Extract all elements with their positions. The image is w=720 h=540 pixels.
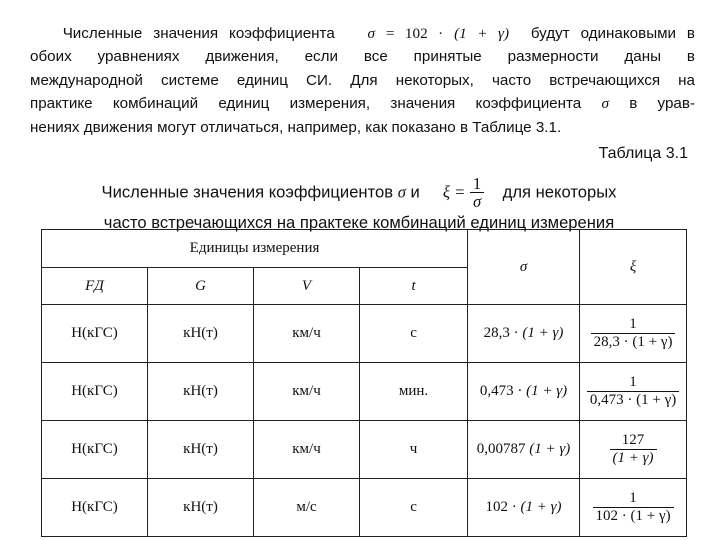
formula-paren: (1 + γ): [454, 25, 510, 42]
fraction-numerator: 1: [472, 174, 482, 193]
table-title-line-2: часто встречающихся на практеке комбинаций единиц измерения: [103, 212, 615, 232]
time-unit-cell: ч: [360, 421, 468, 479]
sigma-paren: (1 + γ): [520, 499, 562, 515]
column-header-force: FД: [42, 268, 148, 305]
paragraph-line-3: международной системе единиц СИ. Для некоторых, часто встречающихся на: [30, 71, 695, 89]
fraction-numerator: 1: [629, 489, 637, 506]
time-unit-cell: мин.: [360, 363, 468, 421]
paragraph-line-1: [30, 22, 695, 45]
sigma-paren: (1 + γ): [526, 383, 568, 399]
sigma-symbol: σ: [367, 25, 375, 42]
sigma-value-cell: [468, 479, 580, 537]
paragraph-text: практике комбинаций единиц измерения, значения коэффициента: [30, 95, 582, 113]
sigma-paren: (1 + γ): [529, 441, 571, 457]
units-group-header: Единицы измерения: [42, 230, 468, 268]
xi-fraction: [610, 433, 657, 466]
weight-unit-cell: кН(т): [148, 479, 254, 537]
table-title-line-1: [24, 175, 694, 212]
sigma-coefficient: 0,473 ·: [479, 383, 523, 399]
time-unit-cell: с: [360, 479, 468, 537]
sigma-value-cell: [468, 421, 580, 479]
paragraph-line-2: обоих уравнениях движения, если все принятые размерности даны в: [30, 48, 695, 66]
sigma-paren: (1 + γ): [522, 325, 564, 341]
table-row: [42, 479, 687, 537]
fraction-denominator: 28,3 · (1 + γ): [591, 333, 676, 351]
sigma-symbol: σ: [601, 95, 609, 113]
title-text: и: [410, 182, 420, 202]
sigma-column-header: σ: [468, 230, 580, 305]
paragraph-line-5: нениях движения могут отличаться, например, как показано в Таблице 3.1.: [30, 118, 562, 136]
time-unit-cell: с: [360, 305, 468, 363]
xi-fraction: [593, 491, 674, 524]
table-title: [24, 175, 694, 234]
column-header-velocity: V: [254, 268, 360, 305]
xi-fraction: [470, 175, 484, 212]
velocity-unit-cell: км/ч: [254, 421, 360, 479]
sigma-formula: [480, 383, 567, 399]
fraction-numerator: 1: [629, 373, 637, 390]
sigma-coefficient: 0,00787: [476, 441, 526, 457]
fraction-denominator: σ: [470, 192, 484, 211]
velocity-unit-cell: м/с: [254, 479, 360, 537]
paragraph-text: будут одинаковыми в: [530, 25, 695, 42]
xi-value-cell: [580, 305, 687, 363]
sigma-value-cell: [468, 363, 580, 421]
velocity-unit-cell: км/ч: [254, 305, 360, 363]
fraction-denominator: 0,473 · (1 + γ): [587, 391, 679, 409]
table-row: [42, 421, 687, 479]
xi-column-header: ξ: [580, 230, 687, 305]
xi-equation: ξ =: [442, 182, 466, 202]
title-text: Численные значения коэффициентов: [101, 182, 394, 202]
paragraph-text: в урав-: [629, 95, 695, 113]
column-header-time: t: [360, 268, 468, 305]
xi-value-cell: [580, 363, 687, 421]
weight-unit-cell: кН(т): [148, 305, 254, 363]
force-unit-cell: Н(кГС): [42, 305, 148, 363]
fraction-numerator: 1: [629, 315, 637, 332]
xi-value-cell: [580, 479, 687, 537]
sigma-value-cell: [468, 305, 580, 363]
force-unit-cell: Н(кГС): [42, 363, 148, 421]
table-caption: Таблица 3.1: [598, 145, 688, 162]
sigma-coefficient: 102 ·: [485, 499, 517, 515]
sigma-formula: [486, 499, 562, 515]
intro-paragraph: [30, 22, 695, 139]
xi-value-cell: [580, 421, 687, 479]
sigma-formula: [484, 325, 564, 341]
force-unit-cell: Н(кГС): [42, 421, 148, 479]
coefficient-table: [41, 229, 687, 537]
fraction-denominator: (1 + γ): [610, 449, 657, 467]
paragraph-line-4: [30, 92, 695, 115]
weight-unit-cell: кН(т): [148, 363, 254, 421]
force-unit-cell: Н(кГС): [42, 479, 148, 537]
xi-fraction: [591, 317, 676, 350]
xi-fraction: [587, 375, 679, 408]
title-text: для некоторых: [502, 182, 617, 202]
fraction-denominator: 102 · (1 + γ): [593, 507, 674, 525]
paragraph-text: Численные значения коэффициента: [62, 25, 335, 42]
column-header-weight: G: [148, 268, 254, 305]
table-row: [42, 363, 687, 421]
velocity-unit-cell: км/ч: [254, 363, 360, 421]
weight-unit-cell: кН(т): [148, 421, 254, 479]
sigma-symbol: σ: [397, 182, 406, 202]
sigma-formula: [477, 441, 571, 457]
formula-coefficient: = 102 ·: [385, 25, 444, 42]
table-row: [42, 305, 687, 363]
fraction-numerator: 127: [621, 431, 645, 448]
sigma-coefficient: 28,3 ·: [483, 325, 519, 341]
